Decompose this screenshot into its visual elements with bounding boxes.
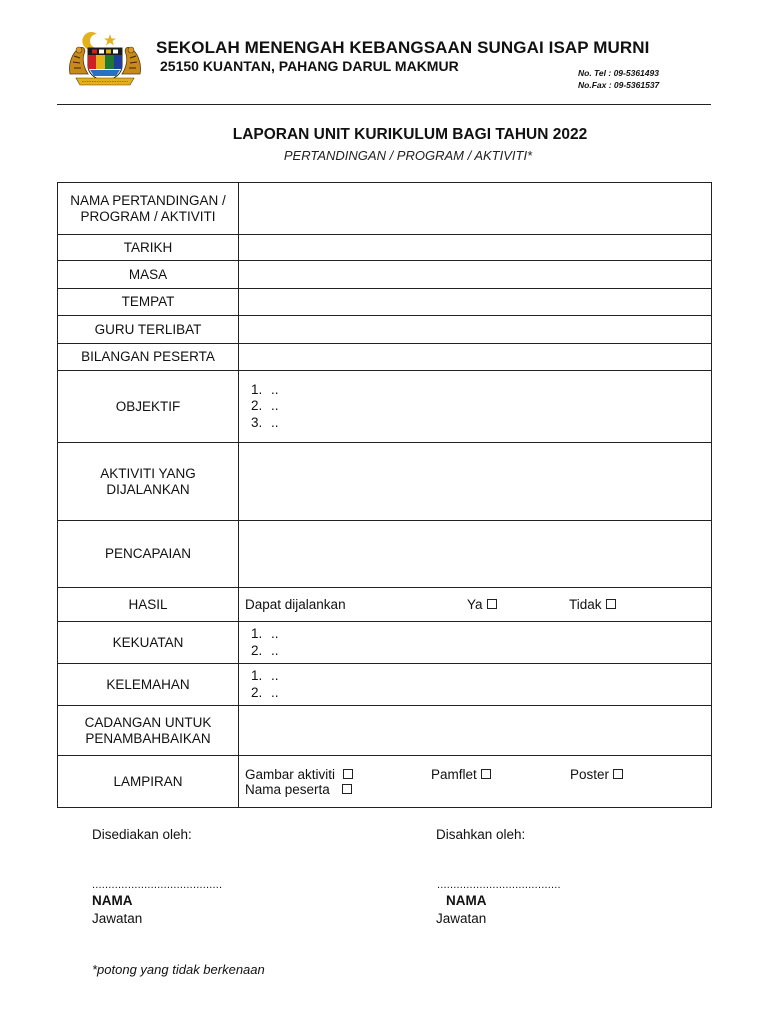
label-kelemahan: KELEMAHAN [58,664,239,706]
approved-by-label: Disahkan oleh: [436,827,526,842]
checkbox-icon[interactable] [613,769,623,779]
label-nama: NAMA PERTANDINGAN / PROGRAM / AKTIVITI [58,183,239,235]
row-objektif [58,371,712,443]
approved-name: NAMA [446,893,487,908]
option-pamflet[interactable]: Pamflet [431,767,570,782]
approved-position: Jawatan [436,911,487,926]
list-item: 1. .. [251,626,279,641]
fax-number: No.Fax : 09-5361537 [578,80,660,90]
row-bilangan [58,344,712,371]
signature-line-approved[interactable]: ...................................... [437,879,561,891]
label-guru-terlibat: GURU TERLIBAT [58,316,239,344]
option-nama-peserta[interactable]: Nama peserta [245,782,352,797]
field-objektif[interactable] [239,371,712,443]
list-item: 1. .. [251,381,279,397]
label-aktiviti-dijalankan: AKTIVITI YANG DIJALANKAN [58,443,239,521]
field-kekuatan[interactable] [239,622,712,664]
list-item: 2. .. [251,684,279,700]
list-item: 1. .. [251,668,279,683]
kelemahan-list [245,668,705,701]
label-lampiran: LAMPIRAN [58,756,239,808]
label-hasil: HASIL [58,588,239,622]
row-cadangan [58,706,712,756]
checkbox-icon[interactable] [343,769,353,779]
row-nama [58,183,712,235]
label-tarikh: TARIKH [58,235,239,261]
kekuatan-list [245,626,705,659]
label-objektif: OBJEKTIF [58,371,239,443]
label-kekuatan: KEKUATAN [58,622,239,664]
field-bilangan-peserta[interactable] [239,344,712,371]
prepared-position: Jawatan [92,911,143,926]
field-hasil [239,588,712,622]
field-tempat[interactable] [239,289,712,316]
form-subtitle: PERTANDINGAN / PROGRAM / AKTIVITI* [283,148,533,163]
school-name: SEKOLAH MENENGAH KEBANGSAAN SUNGAI ISAP MURNI [156,38,650,57]
checkbox-icon[interactable] [342,784,352,794]
field-guru-terlibat[interactable] [239,316,712,344]
list-item: 2. .. [251,398,279,414]
school-crest-logo [66,30,144,88]
prepared-by-label: Disediakan oleh: [92,827,192,842]
label-masa: MASA [58,261,239,289]
field-nama[interactable] [239,183,712,235]
option-gambar-aktiviti[interactable]: Gambar aktiviti [245,767,431,782]
option-ya[interactable]: Ya [467,597,569,612]
list-item: 3. .. [251,414,279,430]
footnote: *potong yang tidak berkenaan [92,962,265,977]
checkbox-icon[interactable] [481,769,491,779]
header-divider [57,104,711,105]
hasil-text: Dapat dijalankan [245,597,346,612]
field-tarikh[interactable] [239,235,712,261]
label-bilangan-peserta: BILANGAN PESERTA [58,344,239,371]
row-pencapaian [58,521,712,588]
option-tidak[interactable]: Tidak [569,597,616,612]
row-kekuatan [58,622,712,664]
field-masa[interactable] [239,261,712,289]
row-tempat [58,289,712,316]
row-guru [58,316,712,344]
label-pencapaian: PENCAPAIAN [58,521,239,588]
row-kelemahan [58,664,712,706]
row-tarikh [58,235,712,261]
field-lampiran [239,756,712,808]
phone-number: No. Tel : 09-5361493 [578,68,659,78]
list-item: 2. .. [251,642,279,658]
checkbox-icon[interactable] [487,599,497,609]
school-address: 25150 KUANTAN, PAHANG DARUL MAKMUR [160,58,459,74]
row-aktiviti [58,443,712,521]
prepared-name: NAMA [92,893,133,908]
label-cadangan: CADANGAN UNTUK PENAMBAHBAIKAN [58,706,239,756]
objektif-list [245,382,705,432]
label-tempat: TEMPAT [58,289,239,316]
form-title: LAPORAN UNIT KURIKULUM BAGI TAHUN 2022 [232,126,588,143]
row-hasil [58,588,712,622]
field-pencapaian[interactable] [239,521,712,588]
option-poster[interactable]: Poster [570,767,623,782]
field-cadangan[interactable] [239,706,712,756]
field-aktiviti-dijalankan[interactable] [239,443,712,521]
signature-line-prepared[interactable]: ........................................ [92,879,223,891]
field-kelemahan[interactable] [239,664,712,706]
row-masa [58,261,712,289]
report-table [57,182,712,808]
checkbox-icon[interactable] [606,599,616,609]
row-lampiran [58,756,712,808]
